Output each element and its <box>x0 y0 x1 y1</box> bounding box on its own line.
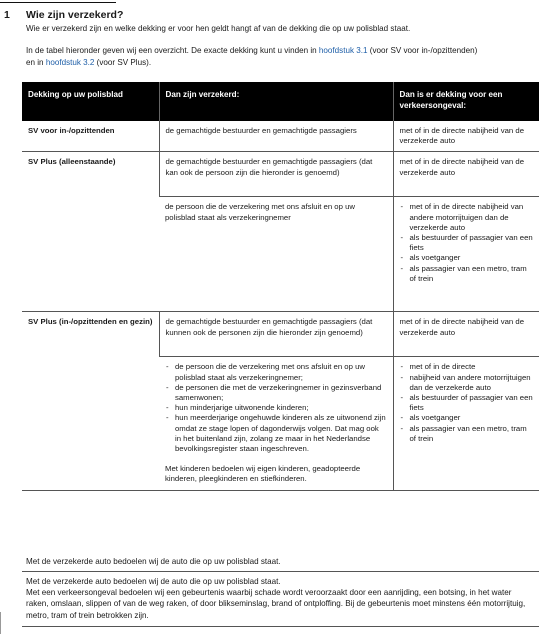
table-row <box>22 312 539 357</box>
row-who: de persoon die de verzekering met ons afsluit en op uw polisblad staat als verzekeringnemer <box>159 197 393 312</box>
note-definitions <box>26 576 532 621</box>
list-item: - met of in de directe nabijheid van andere motorrijtuigen dan de verzekerde auto <box>400 202 534 233</box>
intro-paragraph-1: Wie er verzekerd zijn en welke dekking er voor hen geldt hangt af van de dekking die op uw polisblad staat. <box>26 24 411 33</box>
list-item: - als bestuurder of passagier van een fiets <box>400 393 534 413</box>
link-hoofdstuk-3-2[interactable]: hoofdstuk 3.2 <box>45 57 95 67</box>
list-item: - als passagier van een metro, tram of trein <box>400 424 534 444</box>
table-row <box>22 121 539 152</box>
header-dekking: Dekking op uw polisblad <box>22 82 159 121</box>
row-who: de gemachtigde bestuurder en gemachtigde passagiers <box>159 121 393 152</box>
list-item: - nabijheid van andere motorrijtuigen dan de verzekerde auto <box>400 373 534 393</box>
section-title: Wie zijn verzekerd? <box>26 9 124 21</box>
kinderen-note: Met kinderen bedoelen wij eigen kinderen, geadopteerde kinderen, pleegkinderen en stiefkinderen. <box>165 464 361 484</box>
row-coverage: met of in de directe nabijheid van de verzekerde auto <box>393 152 539 197</box>
list-item: - als bestuurder of passagier van een fiets <box>400 233 534 253</box>
top-rule <box>0 2 116 3</box>
row-label: SV voor in-/opzittenden <box>22 121 159 152</box>
note-divider <box>22 571 539 572</box>
intro-text: In de tabel hieronder geven wij een overzicht. De exacte dekking kunt u vinden in <box>26 46 319 55</box>
list-item: - hun meerderjarige ongehuwde kinderen als ze uitwonend zijn omdat ze stage lopen of dagonderwijs volgen. Dat mag ook in het buitenland zijn, zolang ze maar in het Nederlandse bevolkingsregister staan ingeschreven. <box>165 413 387 454</box>
table-row <box>22 152 539 197</box>
list-item: - de persoon die de verzekering met ons afsluit en op uw polisblad staat als verzekeringnemer; <box>165 362 387 382</box>
row-label: SV Plus (alleenstaande) <box>22 152 159 312</box>
row-coverage-list <box>393 357 539 490</box>
list-item: - als passagier van een metro, tram of trein <box>400 264 534 284</box>
section-number: 1 <box>4 9 10 21</box>
list-item: - als voetganger <box>400 413 534 423</box>
link-hoofdstuk-3-1[interactable]: hoofdstuk 3.1 <box>318 46 368 55</box>
row-coverage-list <box>393 197 539 312</box>
list-item: - hun minderjarige uitwonende kinderen; <box>165 403 387 413</box>
intro-paragraph-2 <box>26 45 536 68</box>
intro-text: (voor SV voor in-/opzittenden) <box>367 46 478 55</box>
row-coverage: met of in de directe nabijheid van de verzekerde auto <box>393 312 539 357</box>
intro-text: (voor SV Plus). <box>94 57 152 67</box>
header-verkeersongeval: Dan is er dekking voor een verkeersongeval: <box>393 82 539 121</box>
row-coverage: met of in de directe nabijheid van de verzekerde auto <box>393 121 539 152</box>
row-who-list <box>159 357 393 490</box>
table-header-row <box>22 82 539 121</box>
header-verzekerd: Dan zijn verzekerd: <box>159 82 393 121</box>
row-who: de gemachtigde bestuurder en gemachtigde passagiers (dat kunnen ook de personen zijn die hieronder zijn genoemd) <box>159 312 393 357</box>
note-verzekerde-auto: Met de verzekerde auto bedoelen wij de auto die op uw polisblad staat. <box>26 557 281 566</box>
note-line: Met de verzekerde auto bedoelen wij de auto die op uw polisblad staat. <box>26 577 281 586</box>
bottom-divider <box>22 626 539 627</box>
margin-bar <box>0 612 1 634</box>
coverage-table <box>22 82 539 491</box>
intro-text: en in <box>26 57 46 67</box>
list-item: - met of in de directe <box>400 362 534 372</box>
row-who: de gemachtigde bestuurder en gemachtigde passagiers (dat kan ook de persoon zijn die hieronder is genoemd) <box>159 152 393 197</box>
note-line: Met een verkeersongeval bedoelen wij een gebeurtenis waarbij schade wordt veroorzaakt door een aanrijding, een botsing, in het water raken, omslaan, slippen of van de weg raken, of door blikseminslag, brand of ontploffing. Bij de gebeurtenis moet minstens één motorrijtuig, metro, tram of trein betrokken zijn. <box>26 588 526 620</box>
row-label: SV Plus (in-/opzittenden en gezin) <box>22 312 159 490</box>
list-item: - de personen die met de verzekeringnemer in gezinsverband samenwonen; <box>165 383 387 403</box>
list-item: - als voetganger <box>400 253 534 263</box>
